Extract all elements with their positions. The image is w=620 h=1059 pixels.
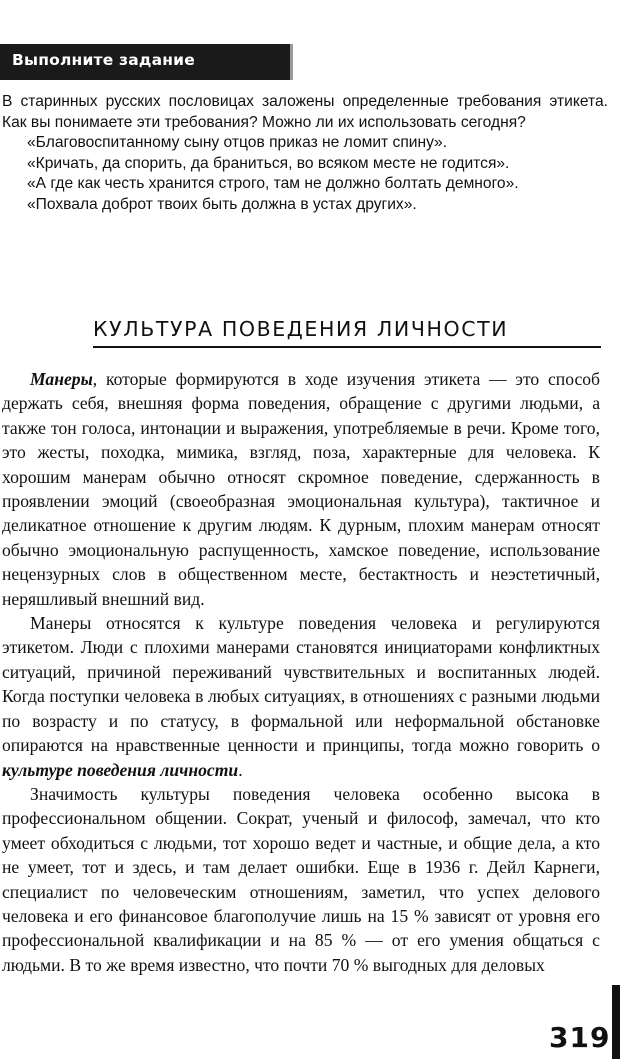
term-manners: Манеры bbox=[30, 369, 93, 389]
paragraph-professional bbox=[2, 782, 600, 977]
page-edge-bar bbox=[612, 985, 620, 1059]
task-header-label: Выполните задание bbox=[12, 51, 195, 69]
section-body bbox=[2, 367, 600, 977]
section-title: КУЛЬТУРА ПОВЕДЕНИЯ ЛИЧНОСТИ bbox=[93, 317, 601, 348]
proverb-2: «Кричать, да спорить, да браниться, во всяком месте не годится». bbox=[27, 154, 510, 172]
proverb-4: «Похвала доброт твоих быть должна в устах других». bbox=[27, 195, 417, 213]
task-question: В старинных русских пословицах заложены определенные требования этикета. Как вы понимаете эти требования? Можно ли их использовать сегодня? bbox=[2, 93, 608, 131]
task-header bbox=[0, 44, 293, 80]
paragraph-etiquette bbox=[2, 611, 600, 782]
proverb-3: «А где как честь хранится строго, там не должно болтать демного». bbox=[27, 175, 519, 193]
paragraph-professional-text: Значимость культуры поведения человека особенно высока в профессиональном общении. Сократ, ученый и философ, замечал, что кто умеет обходиться с людьми, тот хорошо ведет и частные, и общие дела, а кто не умеет, тот и здесь, и там делает ошибки. Еще в 1936 г. Дейл Карнеги, специалист по человеческим отношениям, заметил, что успех делового человека и его финансовое благополучие лишь на 15 % зависят от уровня его профессиональной квалификации и на 85 % — от его умения общаться с людьми. В то же время известно, что почти 70 % выгодных для деловых bbox=[2, 783, 600, 975]
paragraph-etiquette-text: Манеры относятся к культуре поведения человека и регулируются этикетом. Люди с плохими манерами становятся инициаторами конфликтных ситуаций, причиной переживаний чувствительных и воспитанных людей. Когда поступки человека в любых ситуациях, в отношениях с разными людьми по возрасту и по статусу, в формальной или неформальной обстановке опираются на нравственные ценности и принципы, тогда можно говорить о bbox=[2, 613, 600, 756]
paragraph-manners-text: , которые формируются в ходе изучения этикета — это способ держать себя, внешняя форма поведения, обращение с другими людьми, а также тон голоса, интонации и выражения, употребляемые в речи. Кроме того, это жесты, походка, мимика, взгляд, поза, характерные для человека. К хорошим манерам обычно относят скромное поведение, сдержанность в проявлении эмоций (своеобразная эмоциональная культура), тактичное и деликатное отношение к другим людям. К дурным, плохим манерам относят обычно эмоциональную распущенность, хамское поведение, использование нецензурных слов в общественном месте, бестактность и неэстетичный, неряшливый внешний вид. bbox=[2, 369, 600, 609]
paragraph-manners bbox=[2, 367, 600, 611]
task-block bbox=[2, 92, 608, 216]
page-number: 319 bbox=[549, 1021, 611, 1054]
term-behavior-culture: культуре поведения личности bbox=[2, 759, 239, 780]
paragraph-etiquette-end: . bbox=[238, 759, 243, 780]
proverb-1: «Благовоспитанному сыну отцов приказ не ломит спину». bbox=[27, 134, 448, 152]
